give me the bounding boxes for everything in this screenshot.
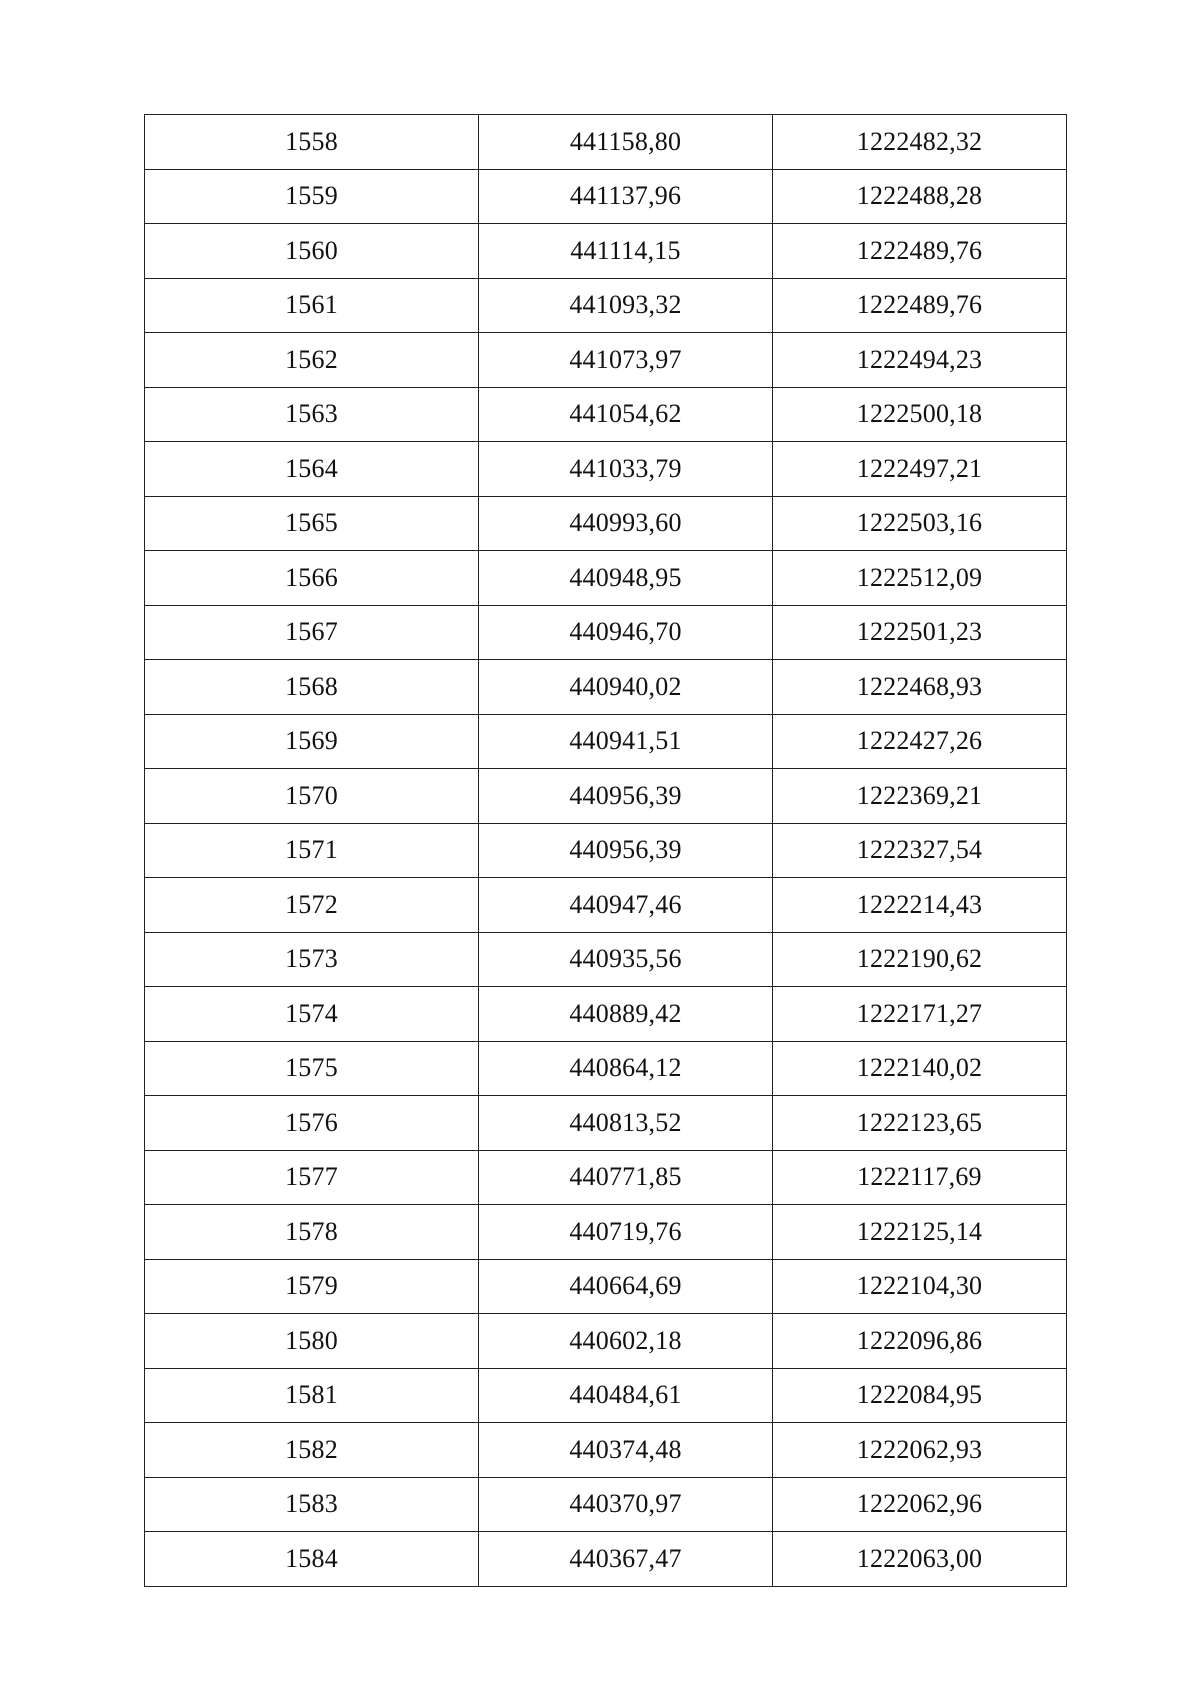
- y-coordinate-cell: 1222488,28: [773, 169, 1067, 224]
- x-coordinate-cell: 440719,76: [479, 1205, 773, 1260]
- point-number-cell: 1563: [145, 387, 479, 442]
- table-row: [145, 1150, 1067, 1205]
- y-coordinate-cell: 1222171,27: [773, 987, 1067, 1042]
- y-coordinate-cell: 1222190,62: [773, 932, 1067, 987]
- table-row: [145, 1314, 1067, 1369]
- x-coordinate-cell: 440602,18: [479, 1314, 773, 1369]
- x-coordinate-cell: 440946,70: [479, 605, 773, 660]
- table-row: [145, 115, 1067, 170]
- point-number-cell: 1572: [145, 878, 479, 933]
- y-coordinate-cell: 1222084,95: [773, 1368, 1067, 1423]
- x-coordinate-cell: 441073,97: [479, 333, 773, 388]
- table-row: [145, 823, 1067, 878]
- x-coordinate-cell: 440864,12: [479, 1041, 773, 1096]
- x-coordinate-cell: 440664,69: [479, 1259, 773, 1314]
- point-number-cell: 1574: [145, 987, 479, 1042]
- x-coordinate-cell: 441093,32: [479, 278, 773, 333]
- point-number-cell: 1568: [145, 660, 479, 715]
- point-number-cell: 1579: [145, 1259, 479, 1314]
- x-coordinate-cell: 441033,79: [479, 442, 773, 497]
- x-coordinate-cell: 440374,48: [479, 1423, 773, 1478]
- point-number-cell: 1566: [145, 551, 479, 606]
- table-row: [145, 224, 1067, 279]
- table-row: [145, 605, 1067, 660]
- point-number-cell: 1558: [145, 115, 479, 170]
- point-number-cell: 1570: [145, 769, 479, 824]
- y-coordinate-cell: 1222369,21: [773, 769, 1067, 824]
- point-number-cell: 1584: [145, 1532, 479, 1587]
- y-coordinate-cell: 1222327,54: [773, 823, 1067, 878]
- y-coordinate-cell: 1222062,96: [773, 1477, 1067, 1532]
- table-row: [145, 878, 1067, 933]
- table-row: [145, 1532, 1067, 1587]
- point-number-cell: 1576: [145, 1096, 479, 1151]
- point-number-cell: 1565: [145, 496, 479, 551]
- point-number-cell: 1560: [145, 224, 479, 279]
- table-row: [145, 442, 1067, 497]
- table-row: [145, 1368, 1067, 1423]
- y-coordinate-cell: 1222503,16: [773, 496, 1067, 551]
- x-coordinate-cell: 440367,47: [479, 1532, 773, 1587]
- x-coordinate-cell: 441158,80: [479, 115, 773, 170]
- x-coordinate-cell: 440948,95: [479, 551, 773, 606]
- y-coordinate-cell: 1222489,76: [773, 224, 1067, 279]
- x-coordinate-cell: 440940,02: [479, 660, 773, 715]
- table-row: [145, 278, 1067, 333]
- point-number-cell: 1562: [145, 333, 479, 388]
- point-number-cell: 1571: [145, 823, 479, 878]
- table-row: [145, 714, 1067, 769]
- point-number-cell: 1573: [145, 932, 479, 987]
- y-coordinate-cell: 1222512,09: [773, 551, 1067, 606]
- y-coordinate-cell: 1222104,30: [773, 1259, 1067, 1314]
- point-number-cell: 1564: [145, 442, 479, 497]
- x-coordinate-cell: 440370,97: [479, 1477, 773, 1532]
- x-coordinate-cell: 440813,52: [479, 1096, 773, 1151]
- x-coordinate-cell: 440956,39: [479, 769, 773, 824]
- table-row: [145, 1477, 1067, 1532]
- table-row: [145, 496, 1067, 551]
- coordinates-table: [144, 114, 1067, 1587]
- point-number-cell: 1561: [145, 278, 479, 333]
- x-coordinate-cell: 440889,42: [479, 987, 773, 1042]
- x-coordinate-cell: 440956,39: [479, 823, 773, 878]
- x-coordinate-cell: 440993,60: [479, 496, 773, 551]
- y-coordinate-cell: 1222096,86: [773, 1314, 1067, 1369]
- table-row: [145, 1205, 1067, 1260]
- point-number-cell: 1577: [145, 1150, 479, 1205]
- y-coordinate-cell: 1222063,00: [773, 1532, 1067, 1587]
- point-number-cell: 1575: [145, 1041, 479, 1096]
- y-coordinate-cell: 1222123,65: [773, 1096, 1067, 1151]
- y-coordinate-cell: 1222482,32: [773, 115, 1067, 170]
- table-row: [145, 660, 1067, 715]
- point-number-cell: 1559: [145, 169, 479, 224]
- x-coordinate-cell: 441137,96: [479, 169, 773, 224]
- x-coordinate-cell: 440935,56: [479, 932, 773, 987]
- y-coordinate-cell: 1222140,02: [773, 1041, 1067, 1096]
- table-row: [145, 1096, 1067, 1151]
- table-row: [145, 987, 1067, 1042]
- x-coordinate-cell: 440947,46: [479, 878, 773, 933]
- y-coordinate-cell: 1222500,18: [773, 387, 1067, 442]
- y-coordinate-cell: 1222062,93: [773, 1423, 1067, 1478]
- x-coordinate-cell: 440941,51: [479, 714, 773, 769]
- point-number-cell: 1581: [145, 1368, 479, 1423]
- x-coordinate-cell: 440771,85: [479, 1150, 773, 1205]
- y-coordinate-cell: 1222214,43: [773, 878, 1067, 933]
- point-number-cell: 1567: [145, 605, 479, 660]
- y-coordinate-cell: 1222117,69: [773, 1150, 1067, 1205]
- y-coordinate-cell: 1222501,23: [773, 605, 1067, 660]
- y-coordinate-cell: 1222497,21: [773, 442, 1067, 497]
- point-number-cell: 1582: [145, 1423, 479, 1478]
- y-coordinate-cell: 1222427,26: [773, 714, 1067, 769]
- table-row: [145, 769, 1067, 824]
- point-number-cell: 1580: [145, 1314, 479, 1369]
- table-row: [145, 387, 1067, 442]
- y-coordinate-cell: 1222468,93: [773, 660, 1067, 715]
- table-row: [145, 1423, 1067, 1478]
- table-row: [145, 333, 1067, 388]
- y-coordinate-cell: 1222494,23: [773, 333, 1067, 388]
- point-number-cell: 1569: [145, 714, 479, 769]
- point-number-cell: 1578: [145, 1205, 479, 1260]
- point-number-cell: 1583: [145, 1477, 479, 1532]
- table-row: [145, 1041, 1067, 1096]
- table-row: [145, 1259, 1067, 1314]
- coordinates-table-body: [145, 115, 1067, 1587]
- x-coordinate-cell: 441114,15: [479, 224, 773, 279]
- table-row: [145, 932, 1067, 987]
- x-coordinate-cell: 440484,61: [479, 1368, 773, 1423]
- table-row: [145, 169, 1067, 224]
- y-coordinate-cell: 1222125,14: [773, 1205, 1067, 1260]
- y-coordinate-cell: 1222489,76: [773, 278, 1067, 333]
- x-coordinate-cell: 441054,62: [479, 387, 773, 442]
- table-row: [145, 551, 1067, 606]
